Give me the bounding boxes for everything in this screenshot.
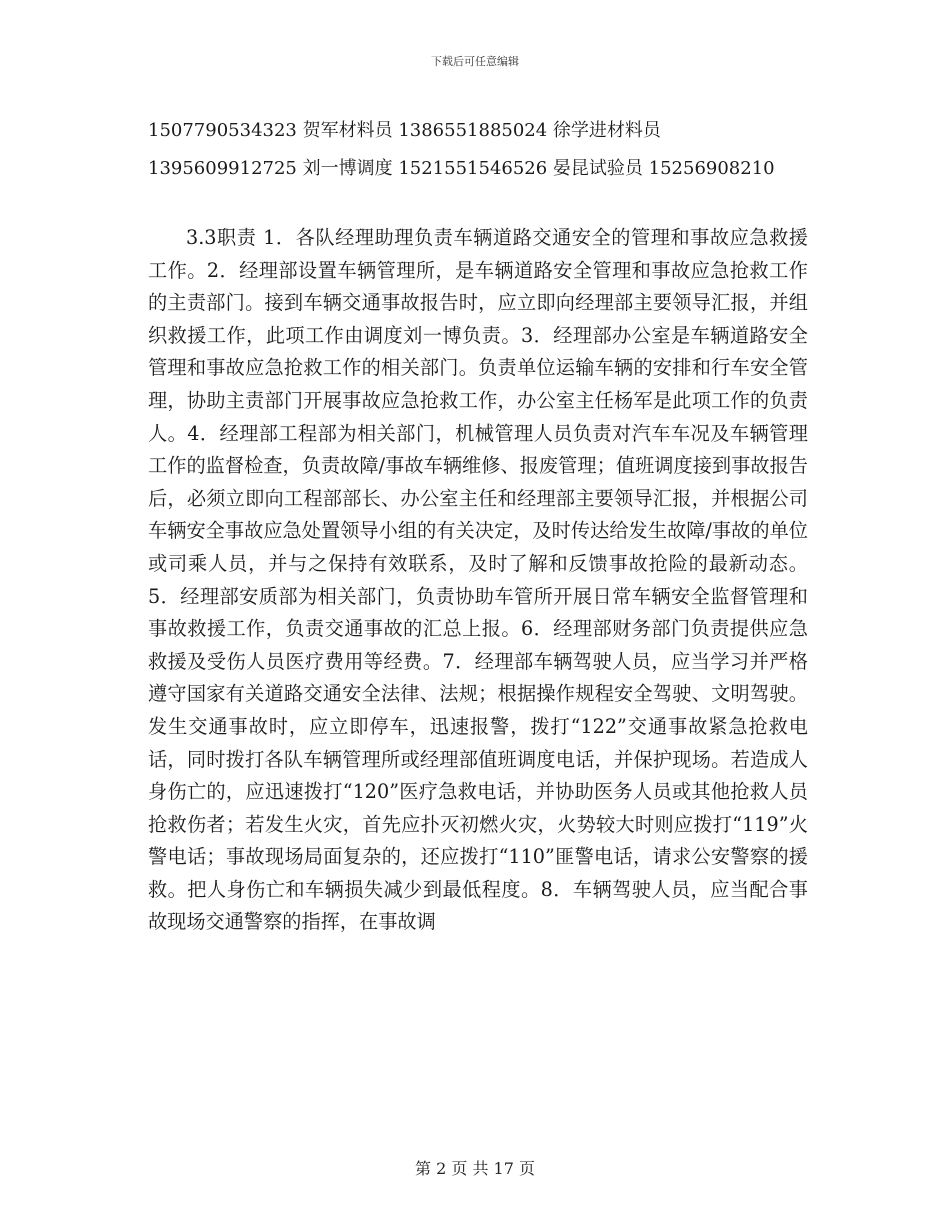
page-header: 下载后可任意编辑 xyxy=(431,55,519,68)
contact-line-2: 1395609912725 刘一博调度 1521551546526 晏昆试验员 15256908210 xyxy=(148,158,775,179)
responsibilities-paragraph: 3.3职责 1．各队经理助理负责车辆道路交通安全的管理和事故应急救援工作。2．经理部设置车辆管理所，是车辆道路安全管理和事故应急抢救工作的主责部门。接到车辆交通事故报告时，应立即向经理部主要领导汇报，并组织救援工作，此项工作由调度刘一博负责。3．经理部办公室是车辆道路安全管理和事故应急抢救工作的相关部门。负责单位运输车辆的安排和行车安全管理，协助主责部门开展事故应急抢救工作，办公室主任杨军是此项工作的负责人。4．经理部工程部为相关部门，机械管理人员负责对汽车车况及车辆管理工作的监督检查，负责故障/事故车辆维修、报废管理；值班调度接到事故报告后，必须立即向工程部部长、办公室主任和经理部主要领导汇报，并根据公司车辆安全事故应急处置领导小组的有关决定，及时传达给发生故障/事故的单位或司乘人员，并与之保持有效联系，及时了解和反馈事故抢险的最新动态。5．经理部安质部为相关部门，负责协助车管所开展日常车辆安全监督管理和事故救援工作，负责交通事故的汇总上报。6．经理部财务部门负责提供应急救援及受伤人员医疗费用等经费。7．经理部车辆驾驶人员，应当学习并严格遵守国家有关道路交通安全法律、法规；根据操作规程安全驾驶、文明驾驶。发生交通事故时，应立即停车，迅速报警，拨打“122”交通事故紧急抢救电话，同时拨打各队车辆管理所或经理部值班调度电话，并保护现场。若造成人身伤亡的，应迅速拨打“120”医疗急救电话，并协助医务人员或其他抢救人员抢救伤者；若发生火灾，首先应扑灭初燃火灾，火势较大时则应拨打“119”火警电话；事故现场局面复杂的，还应拨打“110”匪警电话，请求公安警察的援救。把人身伤亡和车辆损失减少到最低程度。8．车辆驾驶人员，应当配合事故现场交通警察的指挥，在事故调 xyxy=(148,226,808,934)
contact-line-1: 1507790534323 贺军材料员 1386551885024 徐学进材料员 xyxy=(148,120,661,141)
page-number: 第 2 页 共 17 页 xyxy=(415,1159,535,1178)
contact-list xyxy=(148,112,808,188)
